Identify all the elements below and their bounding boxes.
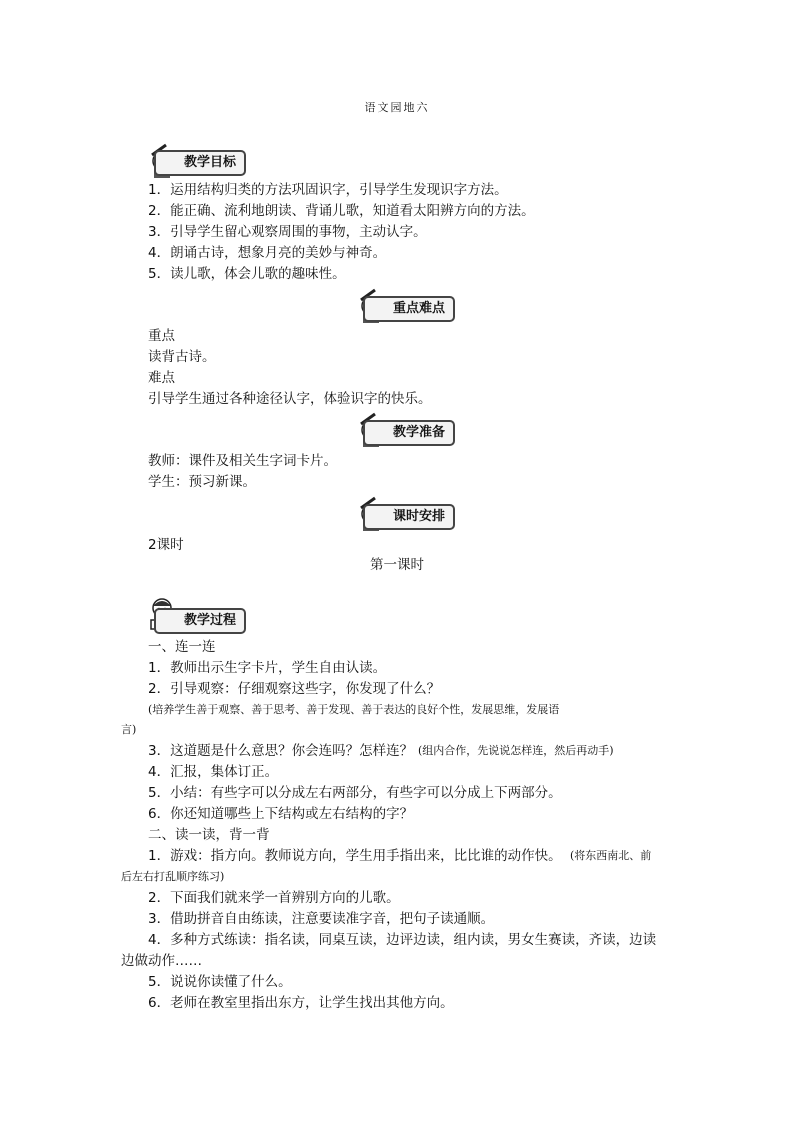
key-label: 重点 xyxy=(148,328,175,344)
student-prep: 学生：预习新课。 xyxy=(148,474,256,490)
section-badge-schedule: 课时安排 xyxy=(363,504,455,530)
process-step: 5．小结：有些字可以分成左右两部分，有些字可以分成上下两部分。 xyxy=(148,785,562,801)
process-step: 边做动作…… xyxy=(121,953,202,969)
process-step: 3．借助拼音自由练读，注意要读准字音，把句子读通顺。 xyxy=(148,911,495,927)
goal-item: 3．引导学生留心观察周围的事物，主动认字。 xyxy=(148,224,427,240)
process-step: 3．这道题是什么意思？你会连吗？怎样连？ xyxy=(148,743,414,759)
section-badge-preparation: 教学准备 xyxy=(363,420,455,446)
goal-item: 1．运用结构归类的方法巩固识字，引导学生发现识字方法。 xyxy=(148,182,508,198)
goal-item: 2．能正确、流利地朗读、背诵儿歌，知道看太阳辨方向的方法。 xyxy=(148,203,535,219)
section-badge-key-points: 重点难点 xyxy=(363,296,455,322)
key-text: 读背古诗。 xyxy=(148,349,216,365)
teacher-prep: 教师：课件及相关生字词卡片。 xyxy=(148,453,337,469)
class-hours: 2课时 xyxy=(148,537,184,553)
process-step: 5．说说你读懂了什么。 xyxy=(148,974,292,990)
difficult-label: 难点 xyxy=(148,370,175,386)
process-note: (培养学生善于观察、善于思考、善于发现、善于表达的良好个性，发展思维，发展语 xyxy=(148,703,560,716)
process-step: 6．你还知道哪些上下结构或左右结构的字？ xyxy=(148,806,414,822)
difficult-text: 引导学生通过各种途径认字，体验识字的快乐。 xyxy=(148,391,432,407)
process-note: (将东西南北、前 xyxy=(570,849,652,862)
goal-item: 4．朗诵古诗，想象月亮的美妙与神奇。 xyxy=(148,245,387,261)
process-note: 后左右打乱顺序练习) xyxy=(121,870,225,883)
process-step: 4．多种方式练读：指名读，同桌互读，边评边读，组内读，男女生赛读，齐读，边读 xyxy=(148,932,657,948)
process-step: 4．汇报，集体订正。 xyxy=(148,764,279,780)
process-step: 1．游戏：指方向。教师说方向，学生用手指出来，比比谁的动作快。 xyxy=(148,848,562,864)
part1-heading: 一、连一连 xyxy=(148,639,216,655)
section-badge-goals: 教学目标 xyxy=(154,150,246,176)
page-title: 语文园地六 xyxy=(364,101,430,114)
goal-item: 5．读儿歌，体会儿歌的趣味性。 xyxy=(148,266,346,282)
process-step: 6．老师在教室里指出东方，让学生找出其他方向。 xyxy=(148,995,454,1011)
process-step: 2．引导观察：仔细观察这些字，你发现了什么？ xyxy=(148,681,441,697)
first-lesson-heading: 第一课时 xyxy=(370,557,424,573)
part2-heading: 二、读一读，背一背 xyxy=(148,827,270,843)
process-note: (组内合作，先说说怎样连，然后再动手) xyxy=(418,744,614,757)
process-step: 2．下面我们就来学一首辨别方向的儿歌。 xyxy=(148,890,400,906)
section-badge-process: 教学过程 xyxy=(154,608,246,634)
process-note: 言) xyxy=(121,723,137,736)
process-step: 1．教师出示生字卡片，学生自由认读。 xyxy=(148,660,387,676)
